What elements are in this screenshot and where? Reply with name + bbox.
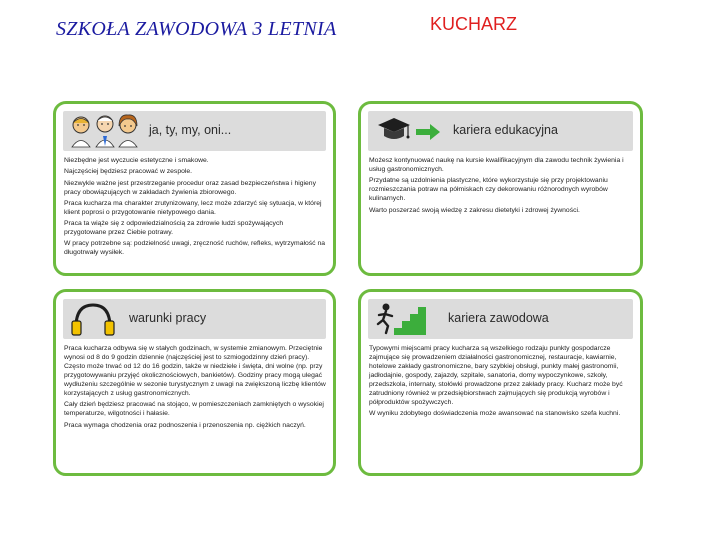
paragraph: Cały dzień będziesz pracować na stojąco, w pomieszczeniach zamkniętych o wysokiej temperaturze, wilgotności i hałasie. [64, 401, 324, 418]
card-title: ja, ty, my, oni... [149, 123, 232, 137]
paragraph: Niezbędne jest wyczucie estetyczne i smakowe. [64, 157, 209, 164]
card-warunki-pracy [53, 289, 336, 476]
paragraph: Warto poszerzać swoją wiedzę z zakresu dietetyki i zdrowej żywności. [369, 206, 580, 214]
page-title: SZKOŁA ZAWODOWA 3 LETNIA [56, 18, 337, 40]
card-title: kariera edukacyjna [453, 123, 558, 137]
card-body [64, 344, 327, 432]
paragraph: Praca wymaga chodzenia oraz podnoszenia i przenoszenia np. ciężkich naczyń. [64, 421, 306, 429]
paragraph: Możesz kontynuować naukę na kursie kwalifikacyjnym dla zawodu technik żywienia i usług gastronomicznych. [369, 157, 624, 173]
paragraph: Praca ta wiąże się z odpowiedzialnością za zdrowie ludzi spożywających przygotowane przez Ciebie potrawy. [64, 220, 284, 237]
card-body [369, 344, 634, 421]
card-body [64, 156, 327, 260]
paragraph: W pracy potrzebne są: podzielność uwagi, zręczność ruchów, refleks, wytrzymałość na długotrwały wysiłek. [64, 240, 326, 257]
paragraph: Przydatne są uzdolnienia plastyczne, które wykorzystuje się przy projektowaniu rozmieszczania potraw na półmiskach czy dekorowaniu różnorodnych wyrobów kulinarnych. [369, 177, 608, 203]
career-stairs-icon [374, 301, 428, 337]
card-header [63, 299, 326, 339]
people-icon [67, 113, 145, 149]
paragraph: W wyniku zdobytego doświadczenia może awansować na stanowisko szefa kuchni. [369, 410, 621, 418]
paragraph: Typowymi miejscami pracy kucharza są wszelkiego rodzaju punkty gospodarcze zajmujące się prowadzeniem działalności gastronomicznej, restauracje, kawiarnie, hotelowe zakłady gastronomiczne, bary szybkiej obsługi, punkty małej gastronomii, jadłodajnie, gospody, zajazdy, szpitale, sanatoria, domy wypoczynkowe, szkoły, przedszkola, internaty, stołówki prowadzone przez zakłady pracy. Kucharz może być zatrudniony również w przedsiębiorstwach zajmujących się produkcją wyrobów i półproduktów spożywczych. [369, 345, 623, 406]
card-header [368, 111, 633, 151]
card-header [63, 111, 326, 151]
page-subtitle: KUCHARZ [430, 14, 518, 34]
headphones-icon [70, 301, 116, 337]
paragraph: Praca kucharza odbywa się w stałych godzinach, w systemie zmianowym. Przeciętnie wynosi od 8 do 9 godzin dziennie (najczęściej jest to szmiogodzinny dzień pracy). Często może trwać od 12 do 16 godzin, także w niedziele i święta, dni wolne (np. przy przygotowywaniu przyjęć okolicznościowych, bankietów). Godziny pracy mogą ulegać wydłużeniu szczególnie w sezonie turystycznym z uwagi na zwiększoną liczbę klientów korzystających z usług gastronomicznych. [64, 345, 326, 397]
card-ja-ty-my-oni [53, 101, 336, 276]
card-title: kariera zawodowa [448, 311, 549, 325]
card-body [369, 156, 634, 217]
card-title: warunki pracy [129, 311, 207, 325]
graduation-cap-icon [372, 114, 444, 148]
card-header [368, 299, 633, 339]
paragraph: Praca kucharza ma charakter zrutynizowany, lecz może zdarzyć się sytuacja, w której klient poprosi o przygotowanie nietypowego dania. [64, 199, 322, 216]
card-kariera-zawodowa [358, 289, 643, 476]
card-kariera-edukacyjna [358, 101, 643, 276]
paragraph: Najczęściej będziesz pracować w zespole. [64, 168, 193, 176]
paragraph: Niezwykle ważne jest przestrzeganie procedur oraz zasad bezpieczeństwa i higieny pracy obowiązujących w zakładach żywienia zbiorowego. [64, 179, 316, 196]
